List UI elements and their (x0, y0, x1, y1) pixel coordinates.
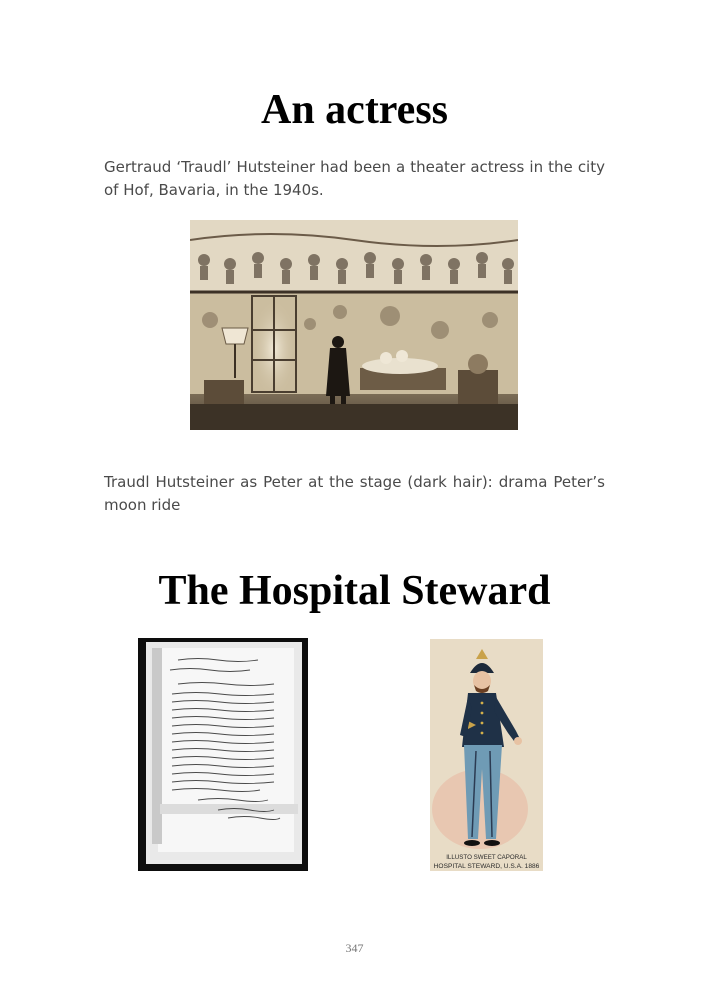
card-caption-line2: HOSPITAL STEWARD, U.S.A. 1886 (433, 863, 540, 870)
handwritten-letter-scan (138, 638, 308, 871)
section-title-hospital-steward: The Hospital Steward (158, 568, 551, 614)
section-title-actress: An actress (260, 87, 449, 133)
actress-paragraph: Gertraud ‘Traudl’ Hutsteiner had been a theater actress in the city of Hof, Bavaria, in the 1940s. (104, 158, 605, 199)
stage-photo (190, 220, 518, 430)
card-caption-line1: ILLUSTO SWEET CAPORAL (446, 854, 527, 861)
hospital-steward-card (430, 639, 543, 871)
page-number: 347 (345, 941, 364, 955)
stage-photo-caption: Traudl Hutsteiner as Peter at the stage (dark hair): drama Peter’s moon ride (104, 473, 605, 514)
